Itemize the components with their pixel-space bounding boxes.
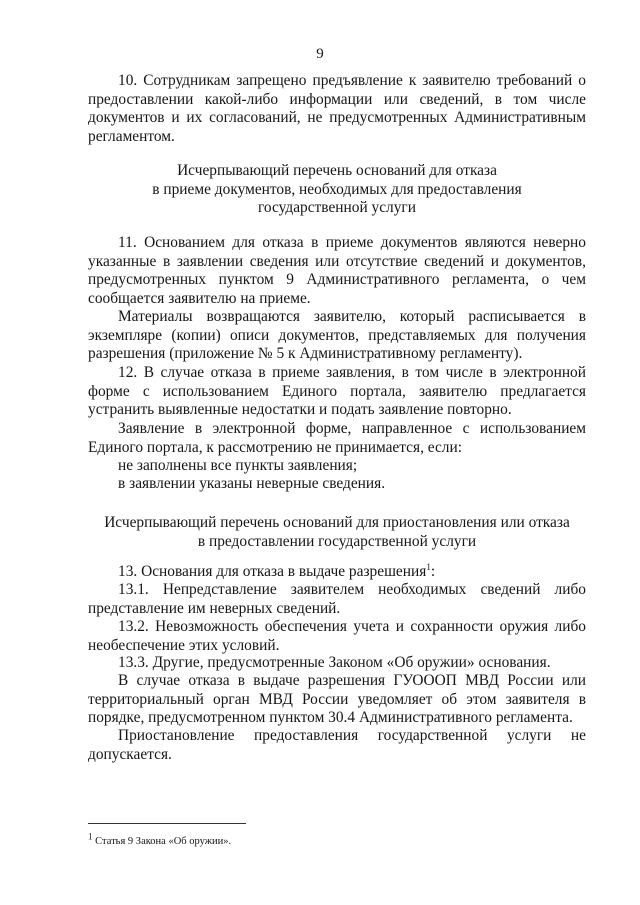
- paragraph-13-text: 13. Основания для отказа в выдаче разрешения: [118, 563, 427, 580]
- page-number: 9: [316, 46, 324, 62]
- footnote-reference[interactable]: 1: [426, 561, 431, 572]
- paragraph-electronic-application: Заявление в электронной форме, направленное с использованием Единого портала, к рассмотрению не принимается, если:: [88, 420, 586, 456]
- paragraph-13-1: 13.1. Непредставление заявителем необходимых сведений либо представление им неверных сведений.: [88, 581, 586, 617]
- heading-suspension-refusal: [88, 514, 586, 551]
- footnote-divider: [88, 823, 246, 824]
- paragraph-refusal-notification: В случае отказа в выдаче разрешения ГУОООП МВД России или территориальный орган МВД России уведомляет об этом заявителя в порядке, предусмотренном пунктом 30.4 Административного регламента.: [88, 672, 586, 726]
- heading-line: Исчерпывающий перечень оснований для отказа: [177, 162, 497, 179]
- heading-refusal-acceptance: [88, 162, 586, 218]
- heading-line: в предоставлении государственной услуги: [197, 532, 477, 550]
- footnote-text: Статья 9 Закона «Об оружии».: [92, 836, 232, 847]
- heading-line: Исчерпывающий перечень оснований для приостановления или отказа: [104, 514, 570, 531]
- paragraph-13: [88, 563, 586, 582]
- paragraph-13-colon: :: [430, 563, 436, 580]
- paragraph-12: 12. В случае отказа в приеме заявления, в том числе в электронной форме с использованием Единого портала, заявителю предлагается устранить выявленные недостатки и подать заявление повторно.: [88, 364, 586, 418]
- paragraph-10: 10. Сотрудникам запрещено предъявление к заявителю требований о предоставлении какой-либо информации или сведений, в том числе документов и их согласований, не предусмотренных Административным регламентом.: [88, 72, 586, 145]
- paragraph-suspension: Приостановление предоставления государственной услуги не допускается.: [88, 727, 586, 763]
- paragraph-13-3: 13.3. Другие, предусмотренные Законом «Об оружии» основания.: [118, 654, 551, 671]
- heading-line: государственной услуги: [258, 199, 416, 216]
- paragraph-11: 11. Основанием для отказа в приеме документов являются неверно указанные в заявлении сведения или отсутствие сведений и документов, предусмотренных пунктом 9 Административного регламента, о чем сообщается заявителю на приеме.: [88, 234, 586, 307]
- footnote: [88, 831, 232, 847]
- paragraph-materials-returned: Материалы возвращаются заявителю, который расписывается в экземпляре (копии) описи документов, представляемых для получения разрешения (приложение № 5 к Административному регламенту).: [88, 308, 586, 362]
- list-item-incorrect: в заявлении указаны неверные сведения.: [118, 475, 386, 492]
- heading-line: в приеме документов, необходимых для предоставления: [152, 180, 522, 198]
- list-item-unfilled: не заполнены все пункты заявления;: [118, 457, 358, 474]
- footnote-mark: 1: [88, 831, 93, 842]
- paragraph-13-2: 13.2. Невозможность обеспечения учета и сохранности оружия либо необеспечение этих условий.: [88, 618, 586, 654]
